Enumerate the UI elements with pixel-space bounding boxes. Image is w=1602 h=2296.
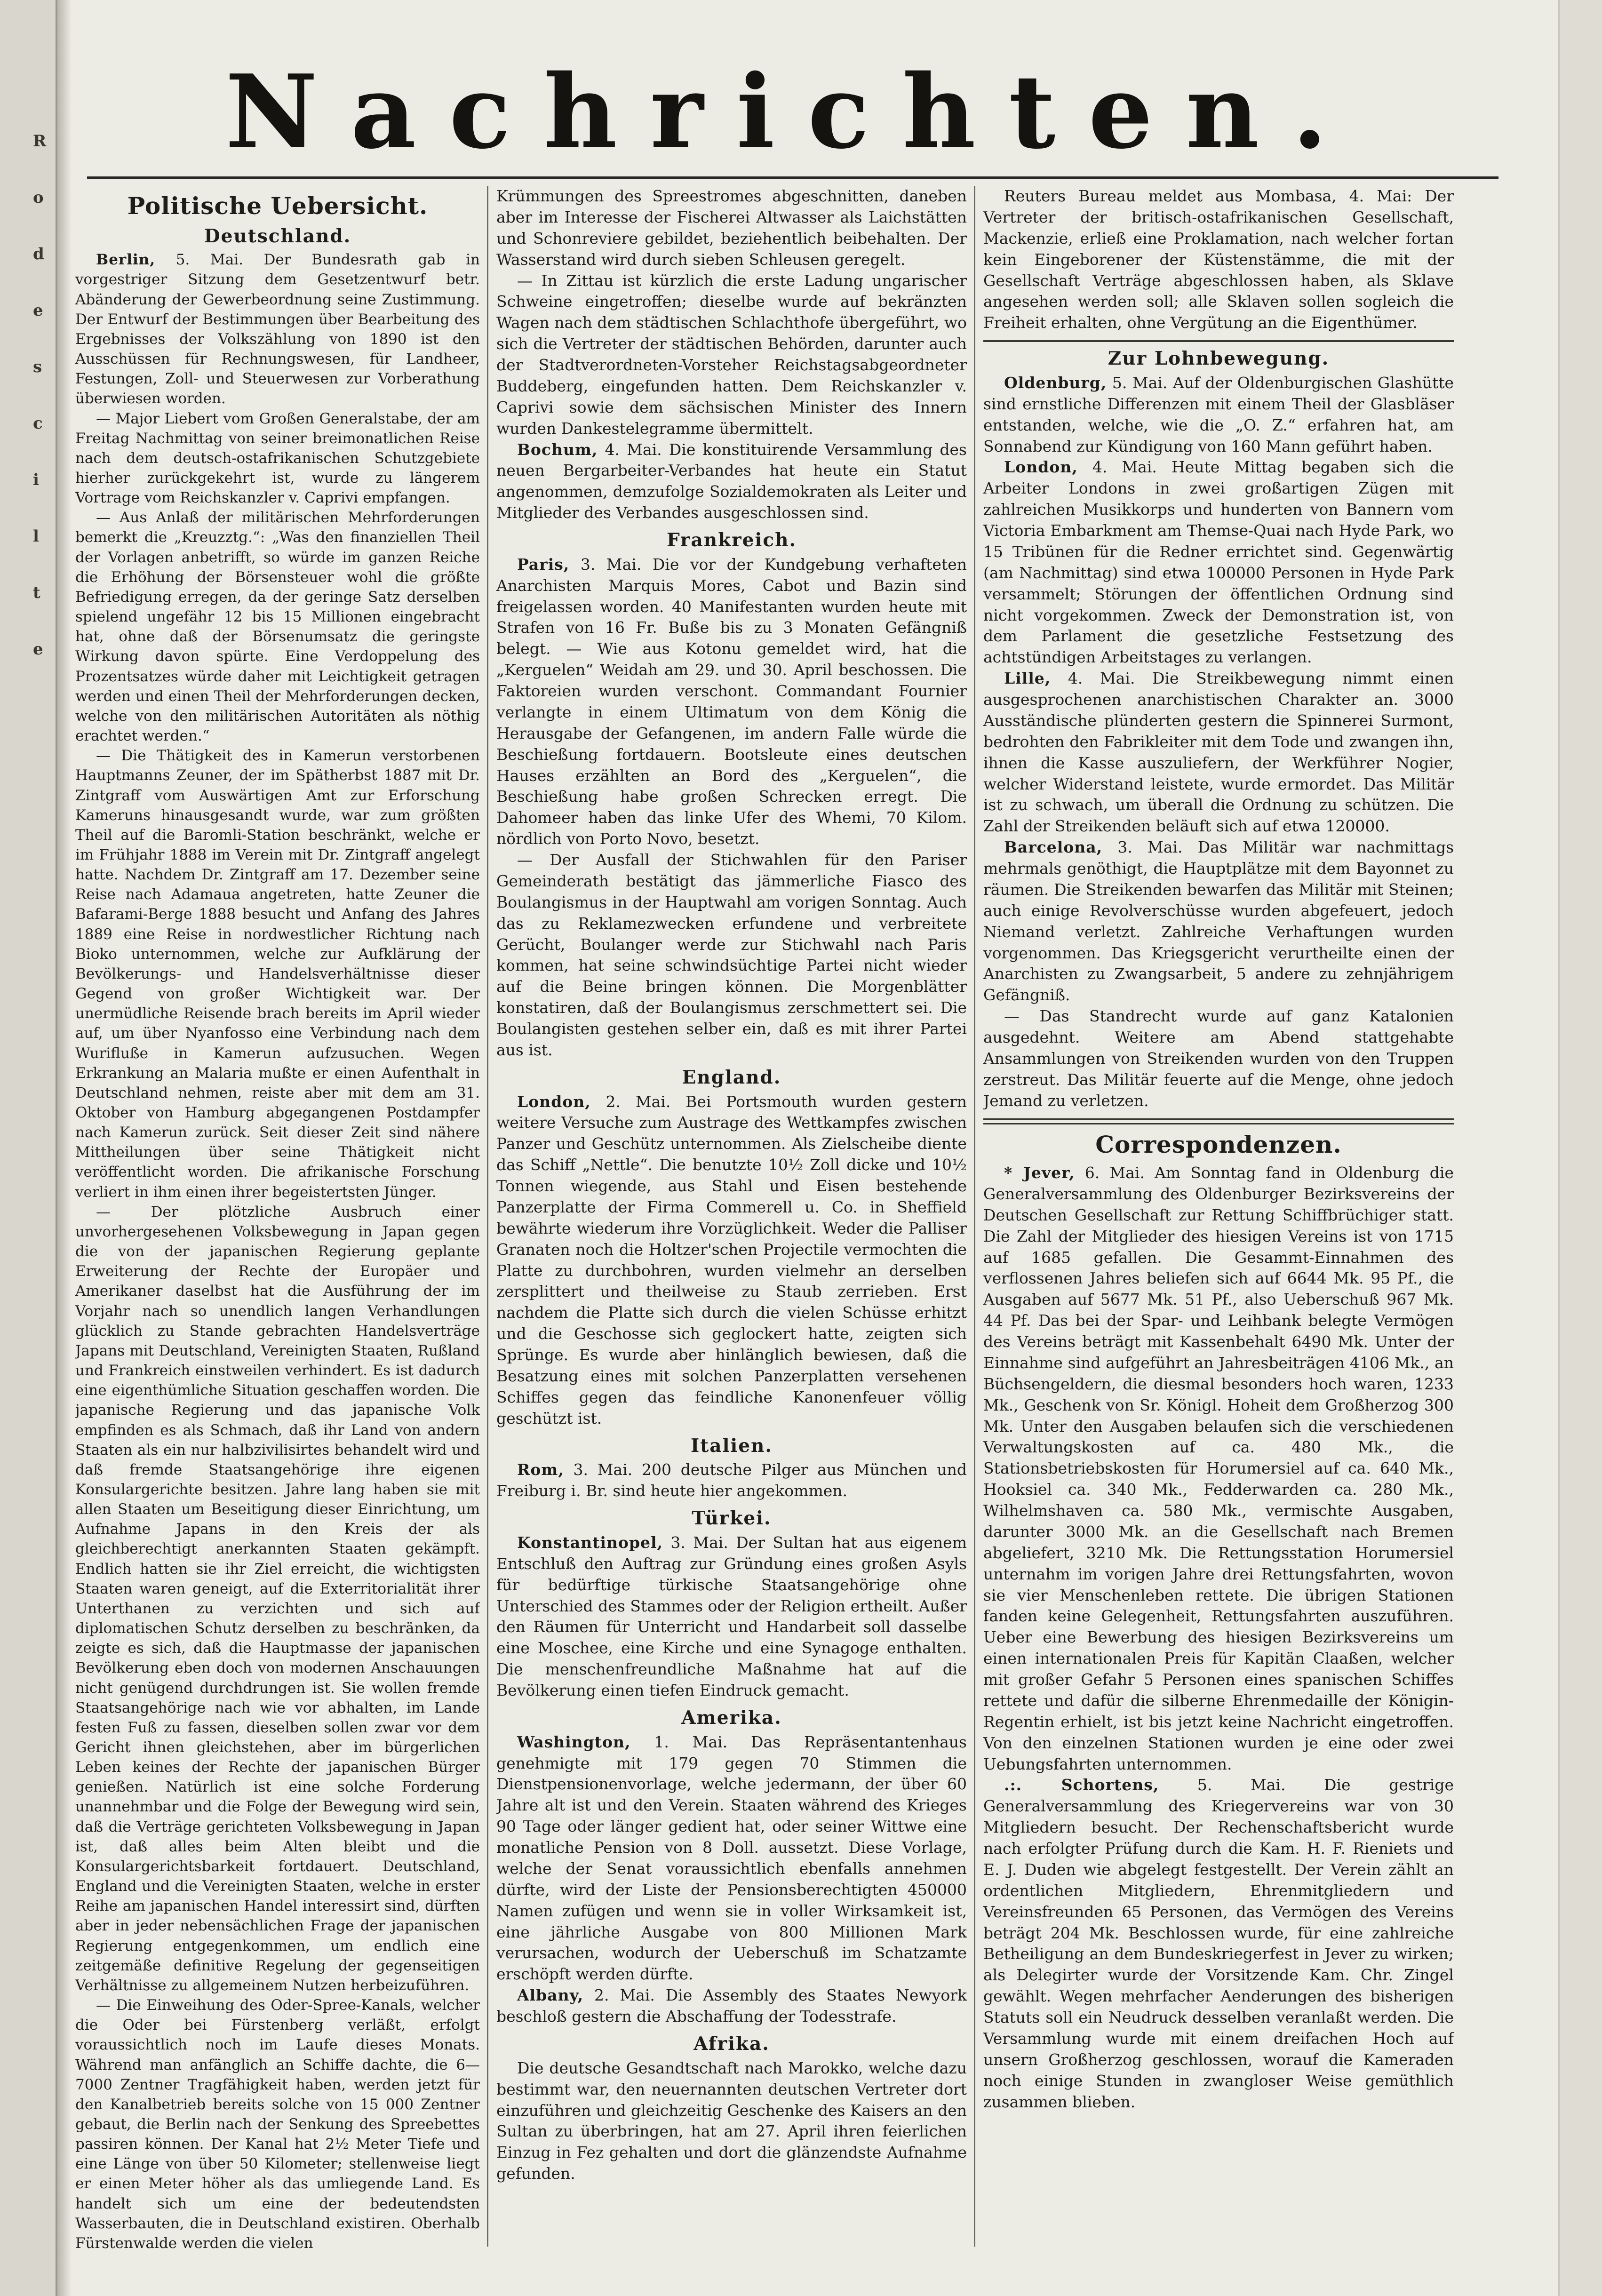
article-paragraph [496, 1532, 967, 1701]
dateline: Berlin, [96, 251, 156, 269]
adjacent-page-letter: o [33, 188, 44, 207]
article-paragraph [496, 271, 967, 439]
dateline: Barcelona, [1004, 838, 1103, 857]
dateline: London, [517, 1092, 591, 1111]
dateline: .:. Schortens, [1004, 1776, 1159, 1794]
paragraph-text: 2. Mai. Die Assembly des Staates Newyork beschloß gestern die Abschaffung der Todesstrafe. [496, 1986, 967, 2026]
country-heading: Afrika. [693, 2033, 770, 2055]
column-2 [496, 186, 967, 2275]
paragraph-text: — Aus Anlaß der militärischen Mehrforderungen bemerkt die „Kreuzztg.“: „Was den finanziellen Theil der Vorlagen anbetrifft, so würde im ganzen Reiche die Erhöhung der Börsensteuer wohl die größte Befriedigung erregen, da der geringe Satz derselben spielend ungefähr 12 bis 15 Millionen eingebracht hat, ohne daß der Börsenumsatz die geringste Wirkung davon spürte. Eine Verdoppelung des Prozentsatzes würde daher mit Leichtigkeit getragen werden und einen Theil der Mehrforderungen decken, welche von den militärischen Autoritäten als nöthig erachtet werden.“ [75, 509, 480, 745]
paragraph-text: — Die Thätigkeit des in Kamerun verstorbenen Hauptmanns Zeuner, der im Spätherbst 1887 mit Dr. Zintgraff vom Auswärtigen Amt zur Erforschung Kameruns hinausgesandt wurde, war zum größten Theil auf die Baromli-Station beschränkt, welche er im Frühjahr 1888 im Verein mit Dr. Zintgraff angelegt hatte. Nachdem Dr. Zintgraff am 17. Dezember seine Reise nach Adamaua angetreten, hatte Zeuner die Bafarami-Berge 1888 besucht und Anfang des Jahres 1889 eine Reise in nordwestlicher Richtung nach Bioko unternommen, welche zur Aufklärung der Bevölkerungs- und Handelsverhältnisse dieser Gegend von großer Wichtigkeit war. Der unermüdliche Reisende brach bereits im April wieder auf, um über Nyanfosso eine Verbindung nach dem Wurifluße in Kamerun aufzusuchen. Wegen Erkrankung an Malaria mußte er einen Aufenthalt in Deutschland nehmen, reiste aber mit dem am 31. Oktober von Hamburg abgegangenen Postdampfer nach Kamerun zurück. Seit dieser Zeit sind nähere Mittheilungen über seine Thätigkeit nicht veröffentlicht worden. Die afrikanische Forschung verliert in ihm einen ihrer begeistertsten Jünger. [75, 747, 480, 1201]
country-heading: England. [682, 1066, 781, 1088]
paragraph-text: 1. Mai. Das Repräsentantenhaus genehmigte mit 179 gegen 70 Stimmen die Dienstpensionenvorlage, welche jedermann, der über 60 Jahre alt ist und den Verein. Staaten während des Krieges 90 Tage oder länger gedient hat, oder seiner Wittwe eine monatliche Pension von 8 Doll. aussetzt. Diese Vorlage, welche der Senat voraussichtlich ebenfalls annehmen dürfte, wird der Liste der Pensionsberechtigten 450000 Namen zufügen und wenn sie in voller Wirksamkeit ist, eine jährliche Ausgabe von 800 Millionen Mark verursachen, wodurch der Ueberschuß im Schatzamte erschöpft werden dürfte. [496, 1732, 967, 1984]
column-1 [75, 186, 480, 2275]
article-paragraph [75, 250, 480, 408]
article-paragraph [496, 1459, 967, 1502]
masthead-rule [87, 176, 1498, 179]
article-paragraph [496, 1732, 967, 1985]
adjacent-page-letter: c [33, 414, 43, 433]
dateline: Paris, [517, 555, 570, 574]
article-paragraph [496, 1092, 967, 1429]
paragraph-text: 3. Mai. Das Militär war nachmittags mehrmals genöthigt, die Hauptplätze mit dem Bayonnet zu räumen. Die Streikenden bewarfen das Militär mit Steinen; auch einige Revolverschüsse wurden abgefeuert, jedoch Niemand verletzt. Zahlreiche Verhaftungen wurden vorgenommen. Das Kriegsgericht verurtheilte einen der Anarchisten zu Zwangsarbeit, 5 andere zu zehnjährigem Gefängniß. [983, 838, 1454, 1004]
paragraph-text: 4. Mai. Die konstituirende Versammlung des neuen Bergarbeiter-Verbandes hat heute ein Statut angenommen, demzufolge Sozialdemokraten als Leiter und Mitglieder des Verbandes ausgeschlossen sind. [496, 440, 967, 522]
country-heading: Zur Lohnbewegung. [1108, 348, 1330, 370]
paragraph-text: 4. Mai. Heute Mittag begaben sich die Arbeiter Londons in zwei großartigen Zügen mit zahlreichen Musikkorps und hunderten von Bannern vom Victoria Embarkment am Themse-Quai nach Hyde Park, wo 15 Tribünen für die Redner errichtet sind. Gegenwärtig (am Nachmittag) sind etwa 100000 Personen in Hyde Park versammelt; Störungen der öffentlichen Ordnung sind nicht vorgekommen. Zweck der Demonstration ist, von dem Parlament die gesetzliche Festsetzung des achtstündigen Arbeitstages zu verlangen. [983, 458, 1454, 667]
adjacent-page-letter: t [33, 583, 40, 602]
paragraph-text: 4. Mai. Die Streikbewegung nimmt einen ausgesprochenen anarchistischen Charakter an. 3000 Ausständische plünderten gestern die Spinnerei Surmont, bedrohten den Fabrikleiter mit dem Tode und zwangen ihn, ihnen die Kasse auszuliefern, der Werkführer Nogier, welcher Widerstand leistete, wurde ermordet. Das Militär ist zu schwach, um überall die Ordnung zu schützen. Die Zahl der Streikenden beläuft sich auf etwa 120000. [983, 669, 1454, 836]
dateline: Lille, [1004, 669, 1051, 688]
paragraph-text: 5. Mai. Der Bundesrath gab in vorgestriger Sitzung dem Gesetzentwurf betr. Abänderung der Gewerbeordnung seine Zustimmung. Der Entwurf der Bestimmungen über Bearbeitung des Ergebnisses der Volkszählung von 1890 ist den Ausschüssen für Rechnungswesen, für Landheer, Festungen, Zoll- und Steuerwesen zur Vorberathung überwiesen worden. [75, 251, 480, 407]
paragraph-text: — Die Einweihung des Oder-Spree-Kanals, welcher die Oder bei Fürstenberg verläßt, erfolgt voraussichtlich noch im Laufe dieses Monats. Während man anfänglich an Schiffe dachte, die 6—7000 Zentner Tragfähigkeit haben, werden jetzt für den Kanalbetrieb bereits solche von 15 000 Zentner gebaut, die Berlin nach der Senkung des Spreebettes passiren können. Der Kanal hat 2½ Meter Tiefe und eine Länge von über 50 Kilometer; stellenweise liegt er einen Meter höher als das umliegende Land. Es handelt sich um eine der bedeutendsten Wasserbauten, die in Deutschland existiren. Oberhalb Fürstenwalde werden die vielen [75, 1997, 480, 2252]
dateline: Oldenburg, [1004, 373, 1107, 392]
masthead-title: Nachrichten. [225, 52, 1361, 171]
dateline: Rom, [517, 1460, 564, 1479]
paragraph-text: 3. Mai. Die vor der Kundgebung verhafteten Anarchisten Marquis Mores, Cabot und Bazin sind freigelassen worden. 40 Manifestanten wurden heute mit Strafen von 16 Fr. Buße bis zu 3 Monaten Gefängniß belegt. — Wie aus Kotonu gemeldet wird, hat die „Kerguelen“ Weidah am 29. und 30. April beschossen. Die Faktoreien wurden verschont. Commandant Fournier verlangte in einem Ultimatum von dem König die Herausgabe der Gefangenen, im andern Falle würde die Beschießung fortdauern. Bootsleute eines deutschen Hauses erzählten an Bord des „Kerguelen“, die Beschießung habe großen Schrecken erregt. Die Dahomeer haben das linke Ufer des Whemi, 70 Kilom. nördlich von Porto Novo, besetzt. [496, 555, 967, 848]
paragraph-text: 5. Mai. Die gestrige Generalversammlung des Kriegervereins war von 30 Mitgliedern besucht. Der Rechenschaftsbericht wurde nach erfolgter Prüfung durch die Kam. H. F. Rieniets und E. J. Duden wie abgelegt festgestellt. Der Verein zählt an ordentlichen Mitgliedern, Ehrenmitgliedern und Vereinsfreunden 65 Personen, das Vermögen des Vereins beträgt 204 Mk. Beschlossen wurde, für eine zahlreiche Betheiligung an dem Bundeskriegerfest in Jever zu wirken; als Delegirter wurde der Vorsitzende Kam. Chr. Zingel gewählt. Wegen mehrfacher Aenderungen des bisherigen Statuts soll ein Neudruck desselben veranlaßt werden. Die Versammlung wurde mit einem dreifachen Hoch auf unsern Großherzog geschlossen, worauf die Kameraden noch einige Stunden in zwangloser Weise gemüthlich zusammen blieben. [983, 1776, 1454, 2111]
country-heading: Türkei. [692, 1507, 772, 1530]
right-margin-edge [1558, 0, 1602, 2296]
adjacent-page-letter: s [33, 358, 42, 376]
adjacent-page-letter: i [33, 470, 39, 489]
article-paragraph [75, 1995, 480, 2253]
country-heading: Italien. [691, 1435, 773, 1457]
paragraph-text: 2. Mai. Bei Portsmouth wurden gestern weitere Versuche zum Austrage des Wettkampfes zwischen Panzer und Geschütz unternommen. Als Zielscheibe diente das Schiff „Nettle“. Die benutzte 10½ Zoll dicke und 10½ Tonnen wiegende, aus Stahl und Eisen bestehende Panzerplatte der Firma Commerell u. Co. in Sheffield bewährte wiederum ihre Vorzüglichkeit. Weder die Palliser Granaten noch die Holtzer'schen Projectile vermochten die Platte zu durchbohren, wurden vielmehr an derselben zersplittert und theilweise zu Staub zerrieben. Erst nachdem die Platte sich durch die vielen Schüsse erhitzt und die Geschosse sich geglockert hatte, zeigten sich Sprünge. Es wurde aber hinlänglich bewiesen, daß die Besatzung eines mit solchen Panzerplatten versehenen Schiffes gegen das feindliche Kanonenfeuer völlig geschützt ist. [496, 1092, 967, 1427]
paragraph-text: — In Zittau ist kürzlich die erste Ladung ungarischer Schweine eingetroffen; dieselbe wurde auf bekränzten Wagen nach dem städtischen Schlachthofe übergeführt, wo sich die Vertreter der städtischen Behörden, darunter auch der Stadtverordneten-Vorsteher Reichstagsabgeordneter Buddeberg, eingefunden hatten. Dem Reichskanzler v. Caprivi sowie dem sächsischen Minister des Innern wurden Dankestelegramme übermittelt. [496, 271, 967, 438]
article-paragraph [983, 837, 1454, 1006]
article-paragraph [983, 186, 1454, 334]
dateline: Washington, [517, 1732, 631, 1751]
dateline: Bochum, [517, 440, 598, 459]
dateline: Konstantinopel, [517, 1533, 663, 1552]
paragraph-text: Krümmungen des Spreestromes abgeschnitten, daneben aber im Interesse der Fischerei Altwasser als Laichstätten und Schonreviere gebildet, beziehentlich beibehalten. Der Wasserstand wird durch sieben Schleusen geregelt. [496, 187, 967, 269]
section-heading: Politische Uebersicht. [127, 192, 428, 220]
section-divider [983, 340, 1454, 342]
article-paragraph [496, 439, 967, 524]
adjacent-page-letter: l [33, 527, 39, 546]
paragraph-text: Die deutsche Gesandtschaft nach Marokko, welche dazu bestimmt war, den neuernannten deutschen Vertreter dort einzuführen und gleichzeitig Geschenke des Kaisers an den Sultan zu überbringen, hat am 27. April ihren feierlichen Einzug in Fez gehalten und dort die glänzendste Aufnahme gefunden. [496, 2058, 967, 2183]
paragraph-text: 5. Mai. Auf der Oldenburgischen Glashütte sind ernstliche Differenzen mit einem Theil der Glasbläser entstanden, welche, wie die „O. Z.“ erfahren hat, am Sonnabend zur Kündigung von 160 Mann geführt haben. [983, 373, 1454, 455]
paragraph-text: — Das Standrecht wurde auf ganz Katalonien ausgedehnt. Weitere am Abend stattgehabte Ansammlungen von Streikenden wurden von den Truppen zerstreut. Das Militär feuerte auf die Menge, ohne jedoch Jemand zu verletzen. [983, 1007, 1454, 1110]
country-heading: Amerika. [681, 1706, 782, 1729]
section-divider [983, 1118, 1454, 1124]
adjacent-page-letter: e [33, 301, 43, 320]
article-paragraph [983, 1775, 1454, 2113]
dateline: Albany, [517, 1986, 584, 2005]
paragraph-text: — Der Ausfall der Stichwahlen für den Pariser Gemeinderath bestätigt das jämmerliche Fiasco des Boulangismus in der Hauptwahl am vorigen Sonntag. Auch das zu Reklamezwecken erfundene und verbreitete Gerücht, Boulanger werde zur Stichwahl nach Paris kommen, hat seine schwindsüchtige Partei nicht wieder auf die Beine bringen können. Die Morgenblätter konstatiren, daß der Boulangismus zerschmettert sei. Die Boulangisten gestehen selber ein, daß es mit ihrer Partei aus ist. [496, 851, 967, 1059]
adjacent-page-edge [0, 0, 57, 2296]
article-paragraph [496, 554, 967, 850]
adjacent-page-letter: R [33, 132, 47, 151]
article-paragraph [983, 668, 1454, 837]
article-paragraph [983, 457, 1454, 668]
paragraph-text: 6. Mai. Am Sonntag fand in Oldenburg die Generalversammlung des Oldenburger Bezirksvereins der Deutschen Gesellschaft zur Rettung Schiffbrüchiger statt. Die Zahl der Mitglieder des hiesigen Vereins ist von 1715 auf 1685 gefallen. Die Gesammt-Einnahmen des verflossenen Jahres beliefen sich auf 6644 Mk. 95 Pf., die Ausgaben auf 5677 Mk. 51 Pf., also Ueberschuß 967 Mk. 44 Pf. Das bei der Spar- und Leihbank belegte Vermögen des Vereins beträgt mit Kassenbehalt 6490 Mk. Unter der Einnahme sind aufgeführt an Jahresbeiträgen 4106 Mk., an Büchsengeldern, die diesmal besonders hoch waren, 1233 Mk., Geschenk von Sr. Königl. Hoheit dem Großherzog 300 Mk. Unter den Ausgaben belaufen sich die verschiedenen Verwaltungskosten auf ca. 480 Mk., die Stationsbetriebskosten für Horumersiel auf ca. 640 Mk., Hooksiel ca. 340 Mk., Fedderwarden ca. 280 Mk., Wilhelmshaven ca. 580 Mk., vermischte Ausgaben, darunter 3000 Mk. an die Gesellschaft nach Bremen abgeliefert, 3210 Mk. Die Rettungsstation Horumersiel unternahm im vorigen Jahre drei Rettungsfahrten, wovon sie vier Menschenleben rettete. Die übrigen Stationen fanden keine Gelegenheit, Rettungsfahrten auszuführen. Ueber eine Bewerbung des hiesigen Bezirksvereins um einen internationalen Preis für Kapitän Claaßen, welcher mit großer Gefahr 5 Personen eines spanischen Schiffes rettete und dafür die silberne Ehrenmedaille der Königin-Regentin erhielt, ist bis jetzt keine Nachricht eingetroffen. Von den einzelnen Stationen wurden je eine oder zwei Uebungsfahrten unternommen. [983, 1164, 1454, 1773]
article-paragraph [496, 1985, 967, 2027]
article-paragraph [496, 186, 967, 271]
dateline: * Jever, [1004, 1164, 1075, 1182]
paragraph-text: 3. Mai. Der Sultan hat aus eigenem Entschluß den Auftrag zur Gründung eines großen Asyls für bedürftige türkische Staatsangehörige ohne Unterschied des Stammes oder der Religion ertheilt. Außer den Räumen für Unterricht und Handarbeit soll dasselbe eine Moschee, eine Kirche und eine Synagoge enthalten. Die menschenfreundliche Maßnahme hat auf die Bevölkerung einen tiefen Eindruck gemacht. [496, 1533, 967, 1700]
section-heading: Correspondenzen. [1095, 1130, 1342, 1158]
article-paragraph [496, 2058, 967, 2184]
article-paragraph [75, 508, 480, 746]
paragraph-text: — Der plötzliche Ausbruch einer unvorhergesehenen Volksbewegung in Japan gegen die von der japanischen Regierung geplante Erweiterung der Rechte der Europäer und Amerikaner daselbst hat die Ausführung der im Vorjahr nach so unendlich langen Verhandlungen glücklich zu Stande gebrachten Handelsverträge Japans mit Deutschland, Vereinigten Staaten, Rußland und Frankreich einstweilen verhindert. Es ist dadurch eine eigenthümliche Situation geschaffen worden. Die japanische Regierung und das japanische Volk empfinden es als Schmach, daß ihr Land von andern Staaten als ein nur halbzivilisirtes behandelt wird und daß fremde Staatsangehörige ihre eigenen Konsulargerichte besitzen. Jahre lang haben sie mit allen Staaten um Beseitigung dieser Einrichtung, um Aufnahme Japans in den Kreis der als gleichberechtigt anerkannten Staaten gekämpft. Endlich hatten sie ihr Ziel erreicht, die wichtigsten Staaten waren geneigt, auf die Exterritorialität ihrer Unterthanen zu verzichten und sich auf diplomatischen Schutz derselben zu beschränken, da zeigte es sich, daß die Hauptmasse der japanischen Bevölkerung eben doch von modernen Anschauungen nicht genügend durchdrungen ist. Sie wollen fremde Staatsangehörige nach wie vor abhalten, im Lande festen Fuß zu fassen, dieselben sollen zwar vor dem Gericht ihnen gleichstehen, aber im bürgerlichen Leben keines der Rechte der japanischen Bürger genießen. Natürlich ist eine solche Forderung unannehmbar und die Folge der Bewegung wird sein, daß die Verträge gerichteten Volksbewegung in Japan ist, daß alles beim Alten bleibt und die Konsulargerichtsbarkeit fortdauert. Deutschland, England und die Vereinigten Staaten, welche in erster Reihe am japanischen Handel interessirt sind, dürften aber in jeder nebensächlichen Frage der japanischen Regierung entgegenkommen, um endlich eine zeitgemäße definitive Regelung der gegenseitigen Verhältnisse zu allgemeinem Nutzen herbeizuführen. [75, 1203, 480, 1994]
article-paragraph [983, 1163, 1454, 1775]
column-divider [974, 186, 975, 2247]
article-paragraph [496, 850, 967, 1061]
binding-gutter [57, 0, 72, 2296]
article-paragraph [75, 746, 480, 1202]
article-paragraph [983, 1006, 1454, 1111]
country-heading: Deutschland. [204, 225, 351, 247]
article-paragraph [75, 409, 480, 508]
paragraph-text: Reuters Bureau meldet aus Mombasa, 4. Mai: Der Vertreter der britisch-ostafrikanischen Gesellschaft, Mackenzie, erließ eine Proklamation, nach welcher fortan kein Eingeborener der Küstenstämme, die mit der Gesellschaft Verträge abgeschlossen haben, als Sklave angesehen werden soll; alle Sklaven sollen sogleich die Freiheit erhalten, ohne Vergütung an die Eigenthümer. [983, 187, 1454, 332]
column-3 [983, 186, 1454, 2275]
country-heading: Frankreich. [666, 529, 797, 551]
article-paragraph [983, 373, 1454, 457]
column-divider [487, 186, 488, 2247]
article-paragraph [75, 1202, 480, 1995]
paragraph-text: 3. Mai. 200 deutsche Pilger aus München und Freiburg i. Br. sind heute hier angekommen. [496, 1460, 967, 1500]
dateline: London, [1004, 458, 1078, 477]
paragraph-text: — Major Liebert vom Großen Generalstabe, der am Freitag Nachmittag von seiner breimonatlichen Reise nach dem deutsch-ostafrikanischen Schutzgebiete hierher zurückgekehrt ist, wurde zu längerem Vortrage vom Reichskanzler v. Caprivi empfangen. [75, 410, 480, 507]
adjacent-page-letter: d [33, 245, 44, 263]
adjacent-page-letter: e [33, 640, 43, 659]
